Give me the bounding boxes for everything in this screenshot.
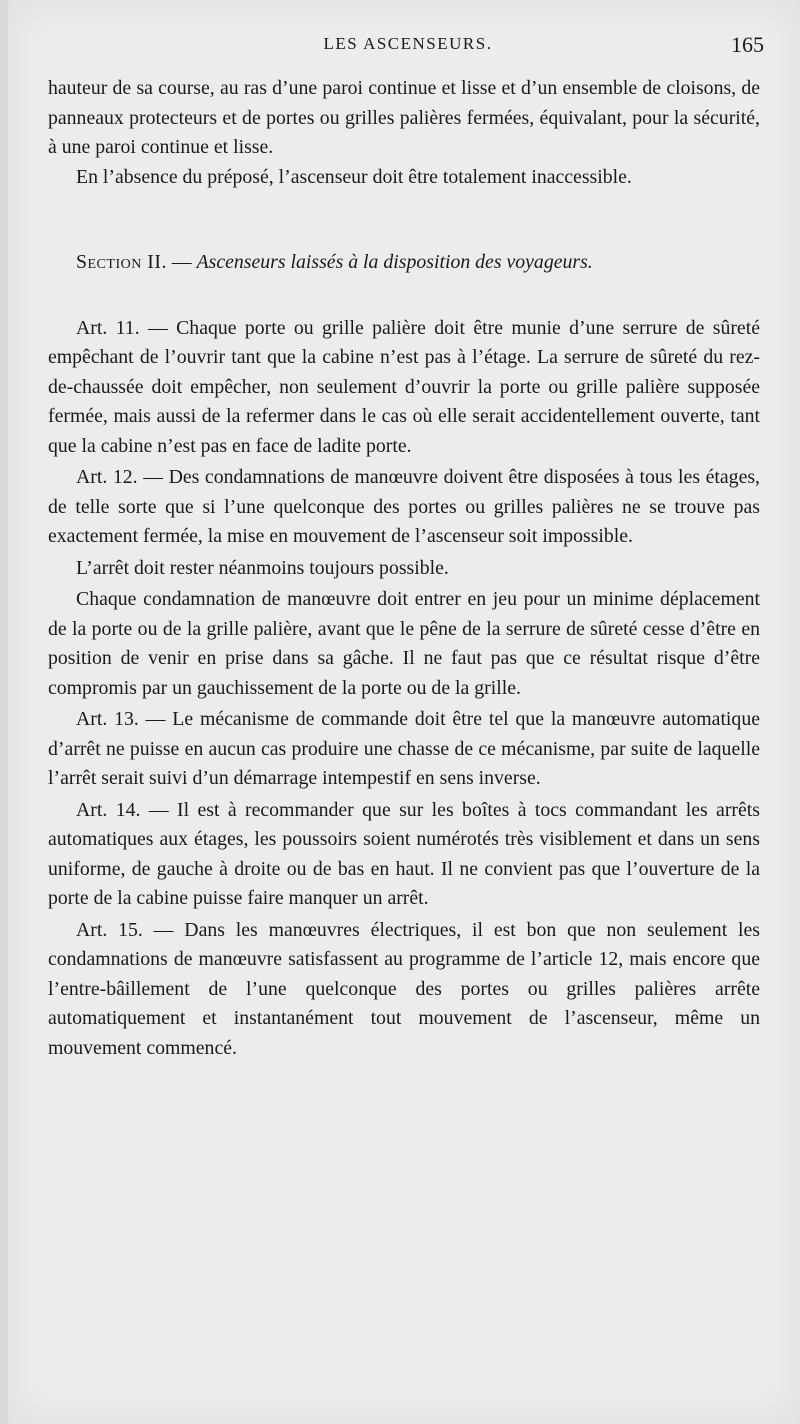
page-body [48, 74, 760, 1063]
section-dash: — [166, 251, 197, 273]
article-12-paragraph-3: Chaque condamnation de manœuvre doit entrer en jeu pour un minime déplacement de la porte ou de la grille palière, avant que le pêne de la serrure de sûreté cesse d’être en position de venir en prise dans sa gâche. Il ne faut pas que ce résultat risque d’être compromis par un gauchissement de la porte ou de la grille. [48, 588, 760, 699]
book-page [8, 0, 800, 1424]
paragraph-continuation: hauteur de sa course, au ras d’une paroi continue et lisse et d’un ensemble de cloisons, de panneaux protecteurs et de portes ou grilles palières fermées, équivalant, pour la sécurité, à une paroi continue et lisse. [48, 77, 760, 158]
article-11: Art. 11. — Chaque porte ou grille palière doit être munie d’une serrure de sûreté empêchant de l’ouvrir tant que la cabine n’est pas à l’étage. La serrure de sûreté du rez-de-chaussée doit empêcher, non seulement d’ouvrir la porte ou grille palière supposée fermée, mais aussi de la refermer dans le cas où elle serait accidentellement ouverte, tant que la cabine n’est pas en face de ladite porte. [48, 316, 760, 457]
article-15: Art. 15. — Dans les manœuvres électriques, il est bon que non seulement les condamnations de manœuvre satisfassent au programme de l’article 12, mais encore que l’entre-bâillement de l’une quelconque des portes ou grilles palières arrête automatiquement et instantanément tout mouvement de l’ascenseur, même un mouvement commencé. [48, 918, 760, 1059]
article-14: Art. 14. — Il est à recommander que sur les boîtes à tocs commandant les arrêts automatiques aux étages, les poussoirs soient numérotés très visiblement et dans un sens uniforme, de gauche à droite ou de bas en haut. Il ne convient pas que l’ouverture de la porte de la cabine puisse faire manquer un arrêt. [48, 798, 760, 909]
article-12-paragraph-2: L’arrêt doit rester néanmoins toujours possible. [76, 556, 449, 579]
article-13: Art. 13. — Le mécanisme de commande doit être tel que la manœuvre automatique d’arrêt ne puisse en aucun cas produire une chasse de ce mécanisme, par suite de laquelle l’arrêt serait suivi d’un démarrage intempestif en sens inverse. [48, 708, 760, 789]
section-heading [48, 248, 760, 278]
section-title: Ascenseurs laissés à la disposition des voyageurs. [196, 251, 593, 273]
page-header [52, 34, 764, 66]
page-number: 165 [731, 32, 764, 57]
paragraph-absence-prepose: En l’absence du préposé, l’ascenseur doit être totalement inaccessible. [76, 165, 632, 188]
running-title: LES ASCENSEURS. [323, 34, 493, 53]
section-label: Section II. [76, 251, 167, 273]
article-12: Art. 12. — Des condamnations de manœuvre doivent être disposées à tous les étages, de telle sorte que si l’une quelconque des portes ou grilles palières ne se trouve pas exactement fermée, la mise en mouvement de l’ascenseur soit impossible. [48, 466, 760, 547]
